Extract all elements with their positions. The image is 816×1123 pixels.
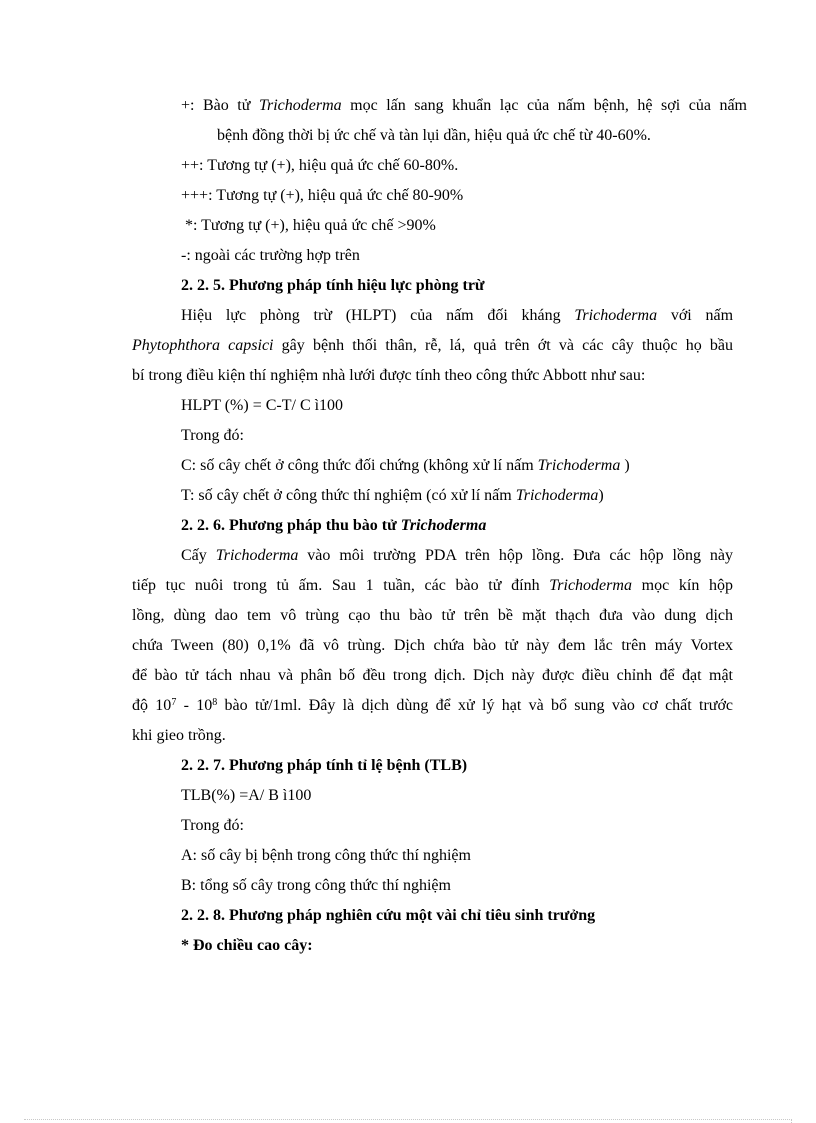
paragraph-line: tiếp tục nuôi trong tủ ấm. Sau 1 tuần, các bào tử đính Trichoderma mọc kín hộp [132, 577, 734, 594]
paragraph-line: bệnh đồng thời bị ức chế và tàn lụi dần, hiệu quả ức chế từ 40-60%. [217, 127, 651, 144]
paragraph-line: Trong đó: [181, 427, 244, 444]
formula-line: TLB(%) =A/ B ì100 [181, 787, 312, 804]
paragraph-line: Trong đó: [181, 817, 244, 834]
page-border-corner [791, 1119, 792, 1123]
paragraph-line: Cấy Trichoderma vào môi trường PDA trên hộp lồng. Đưa các hộp lồng này [181, 547, 733, 564]
definition-line: T: số cây chết ở công thức thí nghiệm (có xử lí nấm Trichoderma) [181, 487, 604, 504]
legend-line: *: Tương tự (+), hiệu quả ức chế >90% [185, 217, 436, 234]
paragraph-line: +: Bào tử Trichoderma mọc lấn sang khuẩn lạc của nấm bệnh, hệ sợi của nấm [181, 97, 747, 114]
paragraph-line: khi gieo trồng. [132, 727, 226, 744]
subsection-heading: * Đo chiều cao cây: [181, 937, 313, 954]
formula-line: HLPT (%) = C-T/ C ì100 [181, 397, 344, 414]
definition-line: A: số cây bị bệnh trong công thức thí nghiệm [181, 847, 471, 864]
paragraph-line: Hiệu lực phòng trừ (HLPT) của nấm đối kháng Trichoderma với nấm [181, 307, 734, 324]
paragraph-line: Phytophthora capsici gây bệnh thối thân, rễ, lá, quả trên ớt và các cây thuộc họ bầu [132, 337, 733, 354]
paragraph-line: để bào tử tách nhau và phân bố đều trong dịch. Dịch này được điều chỉnh để đạt mật [132, 667, 733, 684]
paragraph-line: chứa Tween (80) 0,1% đã vô trùng. Dịch chứa bào tử này đem lắc trên máy Vortex [132, 637, 733, 654]
page-border [24, 1119, 792, 1120]
legend-line: +++: Tương tự (+), hiệu quả ức chế 80-90% [181, 187, 464, 204]
section-heading: 2. 2. 8. Phương pháp nghiên cứu một vài chỉ tiêu sinh trưởng [181, 907, 596, 924]
section-heading: 2. 2. 6. Phương pháp thu bào tử Trichoderma [181, 517, 487, 534]
legend-line: -: ngoài các trường hợp trên [181, 247, 360, 264]
section-heading: 2. 2. 7. Phương pháp tính tỉ lệ bệnh (TLB) [181, 757, 468, 774]
paragraph-line: bí trong điều kiện thí nghiệm nhà lưới được tính theo công thức Abbott như sau: [132, 367, 646, 384]
paragraph-line: độ $10^7 - 10^8$ bào tử/1ml. Đây là dịch dùng để xử lý hạt và bổ sung vào cơ chất trước [132, 697, 734, 714]
legend-line: ++: Tương tự (+), hiệu quả ức chế 60-80%. [181, 157, 459, 174]
definition-line: C: số cây chết ở công thức đối chứng (không xử lí nấm Trichoderma ) [181, 457, 630, 474]
definition-line: B: tổng số cây trong công thức thí nghiệm [181, 877, 451, 894]
paragraph-line: lồng, dùng dao tem vô trùng cạo thu bào tử trên bề mặt thạch đưa vào dung dịch [132, 607, 733, 624]
section-heading: 2. 2. 5. Phương pháp tính hiệu lực phòng trừ [181, 277, 485, 294]
